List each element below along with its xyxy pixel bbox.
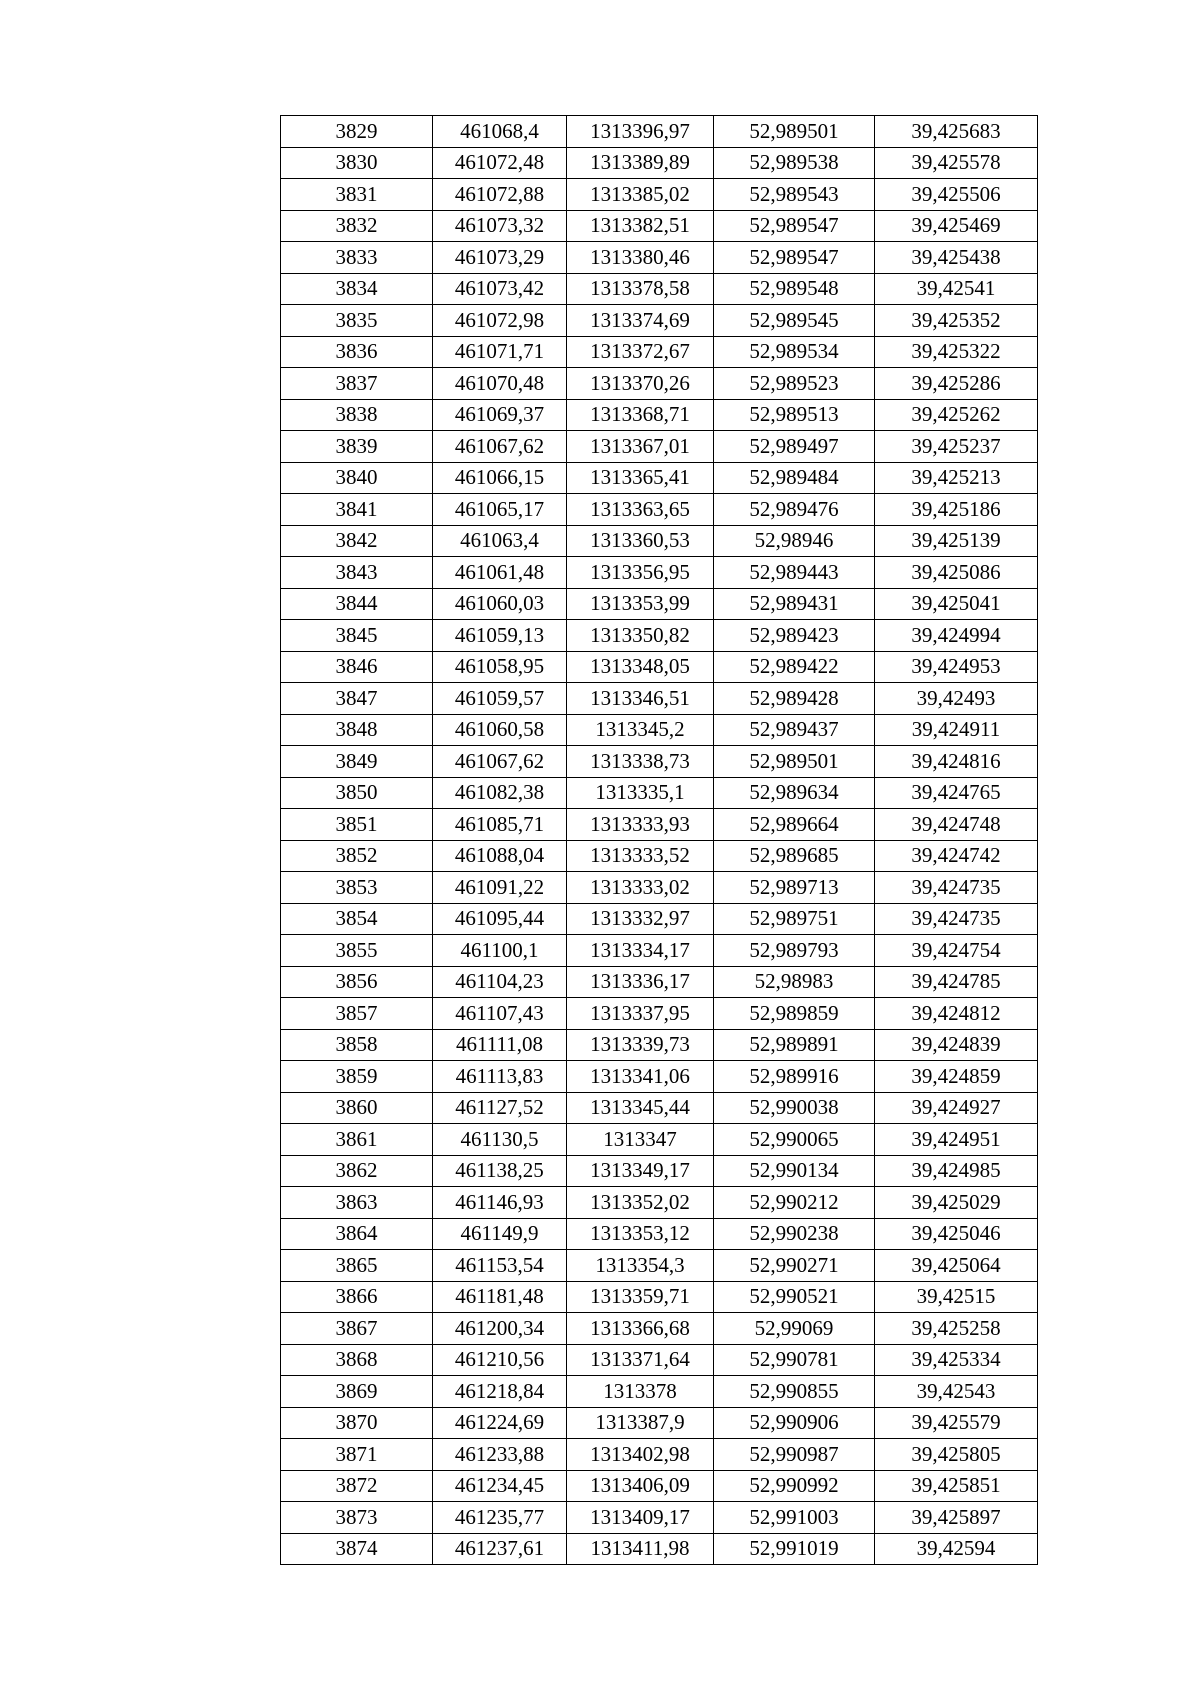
table-row	[281, 1502, 1038, 1534]
table-row	[281, 746, 1038, 778]
x-coordinate-cell: 461066,15	[433, 462, 567, 494]
latitude-cell: 52,990855	[714, 1376, 875, 1408]
y-coordinate-cell: 1313387,9	[567, 1407, 714, 1439]
longitude-cell: 39,424812	[875, 998, 1038, 1030]
y-coordinate-cell: 1313347	[567, 1124, 714, 1156]
table-row	[281, 1187, 1038, 1219]
x-coordinate-cell: 461095,44	[433, 903, 567, 935]
table-row	[281, 620, 1038, 652]
latitude-cell: 52,990987	[714, 1439, 875, 1471]
table-row	[281, 966, 1038, 998]
x-coordinate-cell: 461113,83	[433, 1061, 567, 1093]
table-row	[281, 1092, 1038, 1124]
longitude-cell: 39,425579	[875, 1407, 1038, 1439]
point-number-cell: 3829	[281, 116, 433, 148]
latitude-cell: 52,989422	[714, 651, 875, 683]
point-number-cell: 3831	[281, 179, 433, 211]
longitude-cell: 39,42541	[875, 273, 1038, 305]
point-number-cell: 3830	[281, 147, 433, 179]
longitude-cell: 39,42594	[875, 1533, 1038, 1565]
table-row	[281, 1313, 1038, 1345]
y-coordinate-cell: 1313333,02	[567, 872, 714, 904]
y-coordinate-cell: 1313367,01	[567, 431, 714, 463]
x-coordinate-cell: 461149,9	[433, 1218, 567, 1250]
table-row	[281, 777, 1038, 809]
y-coordinate-cell: 1313334,17	[567, 935, 714, 967]
x-coordinate-cell: 461100,1	[433, 935, 567, 967]
table-row	[281, 1281, 1038, 1313]
table-row	[281, 399, 1038, 431]
longitude-cell: 39,425041	[875, 588, 1038, 620]
table-row	[281, 179, 1038, 211]
table-row	[281, 1218, 1038, 1250]
table-row	[281, 903, 1038, 935]
y-coordinate-cell: 1313382,51	[567, 210, 714, 242]
point-number-cell: 3835	[281, 305, 433, 337]
point-number-cell: 3869	[281, 1376, 433, 1408]
latitude-cell: 52,989547	[714, 242, 875, 274]
point-number-cell: 3845	[281, 620, 433, 652]
y-coordinate-cell: 1313402,98	[567, 1439, 714, 1471]
latitude-cell: 52,989513	[714, 399, 875, 431]
latitude-cell: 52,990212	[714, 1187, 875, 1219]
latitude-cell: 52,990134	[714, 1155, 875, 1187]
point-number-cell: 3872	[281, 1470, 433, 1502]
y-coordinate-cell: 1313333,93	[567, 809, 714, 841]
longitude-cell: 39,424911	[875, 714, 1038, 746]
x-coordinate-cell: 461067,62	[433, 431, 567, 463]
x-coordinate-cell: 461060,58	[433, 714, 567, 746]
x-coordinate-cell: 461070,48	[433, 368, 567, 400]
latitude-cell: 52,990521	[714, 1281, 875, 1313]
x-coordinate-cell: 461224,69	[433, 1407, 567, 1439]
point-number-cell: 3848	[281, 714, 433, 746]
longitude-cell: 39,424994	[875, 620, 1038, 652]
longitude-cell: 39,42515	[875, 1281, 1038, 1313]
x-coordinate-cell: 461237,61	[433, 1533, 567, 1565]
table-row	[281, 1344, 1038, 1376]
coordinates-table	[280, 115, 1038, 1565]
table-row	[281, 588, 1038, 620]
x-coordinate-cell: 461072,98	[433, 305, 567, 337]
latitude-cell: 52,989793	[714, 935, 875, 967]
point-number-cell: 3846	[281, 651, 433, 683]
latitude-cell: 52,989916	[714, 1061, 875, 1093]
longitude-cell: 39,425029	[875, 1187, 1038, 1219]
table-row	[281, 651, 1038, 683]
longitude-cell: 39,425258	[875, 1313, 1038, 1345]
latitude-cell: 52,989443	[714, 557, 875, 589]
table-row	[281, 809, 1038, 841]
y-coordinate-cell: 1313338,73	[567, 746, 714, 778]
point-number-cell: 3836	[281, 336, 433, 368]
y-coordinate-cell: 1313350,82	[567, 620, 714, 652]
longitude-cell: 39,424816	[875, 746, 1038, 778]
latitude-cell: 52,990992	[714, 1470, 875, 1502]
y-coordinate-cell: 1313411,98	[567, 1533, 714, 1565]
latitude-cell: 52,99069	[714, 1313, 875, 1345]
x-coordinate-cell: 461218,84	[433, 1376, 567, 1408]
x-coordinate-cell: 461061,48	[433, 557, 567, 589]
point-number-cell: 3863	[281, 1187, 433, 1219]
y-coordinate-cell: 1313378,58	[567, 273, 714, 305]
latitude-cell: 52,989538	[714, 147, 875, 179]
y-coordinate-cell: 1313371,64	[567, 1344, 714, 1376]
point-number-cell: 3873	[281, 1502, 433, 1534]
table-row	[281, 1155, 1038, 1187]
x-coordinate-cell: 461138,25	[433, 1155, 567, 1187]
latitude-cell: 52,989476	[714, 494, 875, 526]
table-row	[281, 494, 1038, 526]
longitude-cell: 39,424951	[875, 1124, 1038, 1156]
point-number-cell: 3870	[281, 1407, 433, 1439]
latitude-cell: 52,989891	[714, 1029, 875, 1061]
point-number-cell: 3850	[281, 777, 433, 809]
longitude-cell: 39,425506	[875, 179, 1038, 211]
table-row	[281, 431, 1038, 463]
x-coordinate-cell: 461091,22	[433, 872, 567, 904]
x-coordinate-cell: 461130,5	[433, 1124, 567, 1156]
longitude-cell: 39,424953	[875, 651, 1038, 683]
x-coordinate-cell: 461073,32	[433, 210, 567, 242]
y-coordinate-cell: 1313380,46	[567, 242, 714, 274]
point-number-cell: 3842	[281, 525, 433, 557]
table-row	[281, 525, 1038, 557]
point-number-cell: 3865	[281, 1250, 433, 1282]
y-coordinate-cell: 1313349,17	[567, 1155, 714, 1187]
table-row	[281, 683, 1038, 715]
longitude-cell: 39,425046	[875, 1218, 1038, 1250]
y-coordinate-cell: 1313348,05	[567, 651, 714, 683]
table-row	[281, 714, 1038, 746]
point-number-cell: 3859	[281, 1061, 433, 1093]
x-coordinate-cell: 461071,71	[433, 336, 567, 368]
longitude-cell: 39,424839	[875, 1029, 1038, 1061]
longitude-cell: 39,424742	[875, 840, 1038, 872]
latitude-cell: 52,990906	[714, 1407, 875, 1439]
point-number-cell: 3834	[281, 273, 433, 305]
longitude-cell: 39,425139	[875, 525, 1038, 557]
longitude-cell: 39,425897	[875, 1502, 1038, 1534]
x-coordinate-cell: 461146,93	[433, 1187, 567, 1219]
table-row	[281, 1376, 1038, 1408]
latitude-cell: 52,989437	[714, 714, 875, 746]
point-number-cell: 3866	[281, 1281, 433, 1313]
table-row	[281, 1124, 1038, 1156]
latitude-cell: 52,989664	[714, 809, 875, 841]
longitude-cell: 39,425334	[875, 1344, 1038, 1376]
y-coordinate-cell: 1313339,73	[567, 1029, 714, 1061]
point-number-cell: 3839	[281, 431, 433, 463]
point-number-cell: 3843	[281, 557, 433, 589]
y-coordinate-cell: 1313396,97	[567, 116, 714, 148]
x-coordinate-cell: 461153,54	[433, 1250, 567, 1282]
longitude-cell: 39,424927	[875, 1092, 1038, 1124]
latitude-cell: 52,991019	[714, 1533, 875, 1565]
point-number-cell: 3858	[281, 1029, 433, 1061]
x-coordinate-cell: 461111,08	[433, 1029, 567, 1061]
latitude-cell: 52,989484	[714, 462, 875, 494]
table-row	[281, 147, 1038, 179]
latitude-cell: 52,990038	[714, 1092, 875, 1124]
x-coordinate-cell: 461059,13	[433, 620, 567, 652]
longitude-cell: 39,425064	[875, 1250, 1038, 1282]
table-row	[281, 273, 1038, 305]
point-number-cell: 3851	[281, 809, 433, 841]
longitude-cell: 39,425805	[875, 1439, 1038, 1471]
table-row	[281, 305, 1038, 337]
latitude-cell: 52,989534	[714, 336, 875, 368]
table-row	[281, 368, 1038, 400]
table-row	[281, 242, 1038, 274]
table-row	[281, 998, 1038, 1030]
table-row	[281, 462, 1038, 494]
latitude-cell: 52,990271	[714, 1250, 875, 1282]
x-coordinate-cell: 461233,88	[433, 1439, 567, 1471]
table-row	[281, 336, 1038, 368]
x-coordinate-cell: 461067,62	[433, 746, 567, 778]
point-number-cell: 3862	[281, 1155, 433, 1187]
longitude-cell: 39,425851	[875, 1470, 1038, 1502]
point-number-cell: 3849	[281, 746, 433, 778]
longitude-cell: 39,425322	[875, 336, 1038, 368]
y-coordinate-cell: 1313374,69	[567, 305, 714, 337]
longitude-cell: 39,425186	[875, 494, 1038, 526]
y-coordinate-cell: 1313385,02	[567, 179, 714, 211]
point-number-cell: 3856	[281, 966, 433, 998]
point-number-cell: 3855	[281, 935, 433, 967]
y-coordinate-cell: 1313365,41	[567, 462, 714, 494]
point-number-cell: 3854	[281, 903, 433, 935]
x-coordinate-cell: 461085,71	[433, 809, 567, 841]
x-coordinate-cell: 461181,48	[433, 1281, 567, 1313]
y-coordinate-cell: 1313335,1	[567, 777, 714, 809]
x-coordinate-cell: 461082,38	[433, 777, 567, 809]
latitude-cell: 52,989548	[714, 273, 875, 305]
longitude-cell: 39,425352	[875, 305, 1038, 337]
longitude-cell: 39,424748	[875, 809, 1038, 841]
point-number-cell: 3868	[281, 1344, 433, 1376]
latitude-cell: 52,98946	[714, 525, 875, 557]
longitude-cell: 39,425469	[875, 210, 1038, 242]
x-coordinate-cell: 461068,4	[433, 116, 567, 148]
point-number-cell: 3837	[281, 368, 433, 400]
longitude-cell: 39,42543	[875, 1376, 1038, 1408]
x-coordinate-cell: 461059,57	[433, 683, 567, 715]
point-number-cell: 3867	[281, 1313, 433, 1345]
y-coordinate-cell: 1313332,97	[567, 903, 714, 935]
point-number-cell: 3841	[281, 494, 433, 526]
table-row	[281, 1439, 1038, 1471]
y-coordinate-cell: 1313370,26	[567, 368, 714, 400]
x-coordinate-cell: 461069,37	[433, 399, 567, 431]
latitude-cell: 52,989497	[714, 431, 875, 463]
table-row	[281, 1470, 1038, 1502]
latitude-cell: 52,989634	[714, 777, 875, 809]
latitude-cell: 52,989523	[714, 368, 875, 400]
point-number-cell: 3861	[281, 1124, 433, 1156]
table-row	[281, 116, 1038, 148]
x-coordinate-cell: 461107,43	[433, 998, 567, 1030]
y-coordinate-cell: 1313368,71	[567, 399, 714, 431]
point-number-cell: 3852	[281, 840, 433, 872]
point-number-cell: 3853	[281, 872, 433, 904]
x-coordinate-cell: 461234,45	[433, 1470, 567, 1502]
table-row	[281, 935, 1038, 967]
x-coordinate-cell: 461063,4	[433, 525, 567, 557]
latitude-cell: 52,989713	[714, 872, 875, 904]
x-coordinate-cell: 461073,42	[433, 273, 567, 305]
table-row	[281, 210, 1038, 242]
x-coordinate-cell: 461104,23	[433, 966, 567, 998]
longitude-cell: 39,424735	[875, 872, 1038, 904]
latitude-cell: 52,990065	[714, 1124, 875, 1156]
point-number-cell: 3838	[281, 399, 433, 431]
latitude-cell: 52,990238	[714, 1218, 875, 1250]
y-coordinate-cell: 1313366,68	[567, 1313, 714, 1345]
table-row	[281, 1533, 1038, 1565]
table-row	[281, 872, 1038, 904]
table-row	[281, 1250, 1038, 1282]
y-coordinate-cell: 1313341,06	[567, 1061, 714, 1093]
latitude-cell: 52,990781	[714, 1344, 875, 1376]
y-coordinate-cell: 1313359,71	[567, 1281, 714, 1313]
latitude-cell: 52,989428	[714, 683, 875, 715]
y-coordinate-cell: 1313345,2	[567, 714, 714, 746]
latitude-cell: 52,98983	[714, 966, 875, 998]
longitude-cell: 39,425286	[875, 368, 1038, 400]
longitude-cell: 39,425438	[875, 242, 1038, 274]
x-coordinate-cell: 461127,52	[433, 1092, 567, 1124]
longitude-cell: 39,425213	[875, 462, 1038, 494]
latitude-cell: 52,989431	[714, 588, 875, 620]
x-coordinate-cell: 461088,04	[433, 840, 567, 872]
x-coordinate-cell: 461200,34	[433, 1313, 567, 1345]
point-number-cell: 3857	[281, 998, 433, 1030]
x-coordinate-cell: 461065,17	[433, 494, 567, 526]
point-number-cell: 3844	[281, 588, 433, 620]
x-coordinate-cell: 461210,56	[433, 1344, 567, 1376]
longitude-cell: 39,424859	[875, 1061, 1038, 1093]
y-coordinate-cell: 1313346,51	[567, 683, 714, 715]
y-coordinate-cell: 1313406,09	[567, 1470, 714, 1502]
longitude-cell: 39,424985	[875, 1155, 1038, 1187]
longitude-cell: 39,424754	[875, 935, 1038, 967]
y-coordinate-cell: 1313337,95	[567, 998, 714, 1030]
longitude-cell: 39,424765	[875, 777, 1038, 809]
latitude-cell: 52,989751	[714, 903, 875, 935]
latitude-cell: 52,989501	[714, 116, 875, 148]
y-coordinate-cell: 1313353,99	[567, 588, 714, 620]
x-coordinate-cell: 461058,95	[433, 651, 567, 683]
latitude-cell: 52,991003	[714, 1502, 875, 1534]
x-coordinate-cell: 461235,77	[433, 1502, 567, 1534]
y-coordinate-cell: 1313333,52	[567, 840, 714, 872]
x-coordinate-cell: 461073,29	[433, 242, 567, 274]
table-row	[281, 557, 1038, 589]
longitude-cell: 39,424735	[875, 903, 1038, 935]
y-coordinate-cell: 1313372,67	[567, 336, 714, 368]
table-row	[281, 1029, 1038, 1061]
point-number-cell: 3860	[281, 1092, 433, 1124]
y-coordinate-cell: 1313409,17	[567, 1502, 714, 1534]
table-row	[281, 1407, 1038, 1439]
longitude-cell: 39,425086	[875, 557, 1038, 589]
point-number-cell: 3832	[281, 210, 433, 242]
longitude-cell: 39,424785	[875, 966, 1038, 998]
latitude-cell: 52,989501	[714, 746, 875, 778]
longitude-cell: 39,425262	[875, 399, 1038, 431]
latitude-cell: 52,989543	[714, 179, 875, 211]
point-number-cell: 3833	[281, 242, 433, 274]
latitude-cell: 52,989545	[714, 305, 875, 337]
table-row	[281, 840, 1038, 872]
latitude-cell: 52,989685	[714, 840, 875, 872]
y-coordinate-cell: 1313378	[567, 1376, 714, 1408]
y-coordinate-cell: 1313360,53	[567, 525, 714, 557]
y-coordinate-cell: 1313336,17	[567, 966, 714, 998]
y-coordinate-cell: 1313352,02	[567, 1187, 714, 1219]
point-number-cell: 3840	[281, 462, 433, 494]
x-coordinate-cell: 461072,88	[433, 179, 567, 211]
y-coordinate-cell: 1313363,65	[567, 494, 714, 526]
point-number-cell: 3874	[281, 1533, 433, 1565]
longitude-cell: 39,42493	[875, 683, 1038, 715]
point-number-cell: 3871	[281, 1439, 433, 1471]
latitude-cell: 52,989859	[714, 998, 875, 1030]
longitude-cell: 39,425237	[875, 431, 1038, 463]
latitude-cell: 52,989547	[714, 210, 875, 242]
x-coordinate-cell: 461060,03	[433, 588, 567, 620]
longitude-cell: 39,425683	[875, 116, 1038, 148]
y-coordinate-cell: 1313389,89	[567, 147, 714, 179]
table-row	[281, 1061, 1038, 1093]
point-number-cell: 3847	[281, 683, 433, 715]
coordinates-table-body	[281, 116, 1038, 1565]
latitude-cell: 52,989423	[714, 620, 875, 652]
y-coordinate-cell: 1313356,95	[567, 557, 714, 589]
y-coordinate-cell: 1313353,12	[567, 1218, 714, 1250]
longitude-cell: 39,425578	[875, 147, 1038, 179]
point-number-cell: 3864	[281, 1218, 433, 1250]
y-coordinate-cell: 1313354,3	[567, 1250, 714, 1282]
y-coordinate-cell: 1313345,44	[567, 1092, 714, 1124]
x-coordinate-cell: 461072,48	[433, 147, 567, 179]
